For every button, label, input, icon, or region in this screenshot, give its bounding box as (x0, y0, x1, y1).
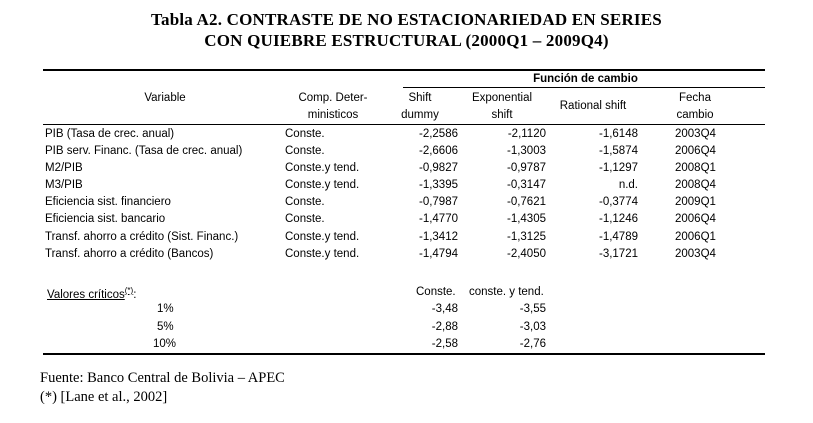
row-fecha: 2003Q4 (675, 248, 716, 260)
header-fecha-line2: cambio (676, 109, 714, 121)
row-fecha: 2008Q4 (675, 179, 716, 191)
reference-note: (*) [Lane et al., 2002] (40, 389, 168, 405)
row-fecha: 2006Q4 (675, 213, 716, 225)
row-fecha: 2009Q1 (675, 196, 716, 208)
header-funcion-cambio: Función de cambio (533, 73, 638, 85)
header-exp-line1: Exponential (471, 92, 533, 104)
row-comp: Conste.y tend. (285, 179, 360, 191)
row-comp: Conste. (285, 145, 325, 157)
row-variable: M3/PIB (45, 179, 83, 191)
critical-conste-value: -2,88 (431, 321, 458, 333)
row-rational: n.d. (618, 179, 638, 191)
row-shift: -0,9827 (418, 162, 458, 174)
row-variable: Eficiencia sist. bancario (45, 213, 166, 225)
row-variable: Transf. ahorro a crédito (Sist. Financ.) (45, 231, 239, 243)
source-note: Fuente: Banco Central de Bolivia – APEC (40, 370, 285, 386)
table-title-line2: CON QUIEBRE ESTRUCTURAL (2000Q1 – 2009Q4) (204, 31, 609, 50)
critical-values-label (47, 284, 136, 302)
header-comp-line1: Comp. Deter- (298, 92, 368, 104)
row-exp: -1,4305 (506, 213, 546, 225)
bottom-rule (43, 353, 765, 355)
header-fecha-line1: Fecha (679, 92, 711, 104)
row-exp: -1,3125 (506, 231, 546, 243)
critical-tend-value: -3,03 (519, 321, 546, 333)
critical-tend-value: -2,76 (519, 338, 546, 350)
row-shift: -0,7987 (418, 196, 458, 208)
row-comp: Conste. (285, 213, 325, 225)
group-rule (403, 87, 765, 88)
row-variable: Transf. ahorro a crédito (Bancos) (45, 248, 214, 260)
critical-col-tend: conste. y tend. (469, 286, 544, 298)
row-rational: -3,1721 (598, 248, 638, 260)
header-rational: Rational shift (559, 100, 627, 112)
top-rule (43, 69, 765, 71)
header-rule (43, 124, 765, 125)
row-comp: Conste. (285, 128, 325, 140)
critical-level: 5% (157, 321, 174, 333)
row-comp: Conste. (285, 196, 325, 208)
row-rational: -1,6148 (598, 128, 638, 140)
row-rational: -1,1297 (598, 162, 638, 174)
header-shift-line2: dummy (401, 109, 439, 121)
critical-label-text: Valores críticos (47, 288, 125, 301)
row-shift: -1,3395 (418, 179, 458, 191)
critical-conste-value: -2,58 (431, 338, 458, 350)
critical-level: 1% (157, 303, 174, 315)
row-exp: -1,3003 (506, 145, 546, 157)
header-comp-line2: ministicos (307, 109, 359, 121)
critical-conste-value: -3,48 (431, 303, 458, 315)
row-exp: -2,4050 (506, 248, 546, 260)
critical-col-conste: Conste. (416, 286, 456, 298)
row-shift: -2,2586 (418, 128, 458, 140)
row-variable: M2/PIB (45, 162, 83, 174)
row-rational: -1,1246 (598, 213, 638, 225)
critical-level: 10% (153, 338, 177, 350)
row-fecha: 2003Q4 (675, 128, 716, 140)
row-shift: -1,3412 (418, 231, 458, 243)
row-comp: Conste.y tend. (285, 231, 360, 243)
row-fecha: 2006Q1 (675, 231, 716, 243)
row-shift: -1,4770 (418, 213, 458, 225)
row-comp: Conste.y tend. (285, 162, 360, 174)
table-title-line1: Tabla A2. CONTRASTE DE NO ESTACIONARIEDAD EN SERIES (151, 10, 662, 29)
row-variable: PIB serv. Financ. (Tasa de crec. anual) (45, 145, 243, 157)
row-rational: -0,3774 (598, 196, 638, 208)
row-variable: PIB (Tasa de crec. anual) (45, 128, 175, 140)
header-variable: Variable (144, 92, 186, 104)
header-exp-line2: shift (491, 109, 513, 121)
row-shift: -1,4794 (418, 248, 458, 260)
critical-tend-value: -3,55 (519, 303, 546, 315)
header-shift-line1: Shift (408, 92, 432, 104)
row-exp: -0,3147 (506, 179, 546, 191)
row-exp: -0,7621 (506, 196, 546, 208)
row-rational: -1,4789 (598, 231, 638, 243)
critical-colon: : (133, 288, 137, 301)
row-comp: Conste.y tend. (285, 248, 360, 260)
row-exp: -2,1120 (507, 128, 546, 140)
row-fecha: 2006Q4 (675, 145, 716, 157)
row-fecha: 2008Q1 (675, 162, 716, 174)
row-rational: -1,5874 (598, 145, 638, 157)
row-shift: -2,6606 (418, 145, 458, 157)
row-variable: Eficiencia sist. financiero (45, 196, 171, 208)
critical-mark: (*) (124, 286, 134, 295)
row-exp: -0,9787 (506, 162, 546, 174)
